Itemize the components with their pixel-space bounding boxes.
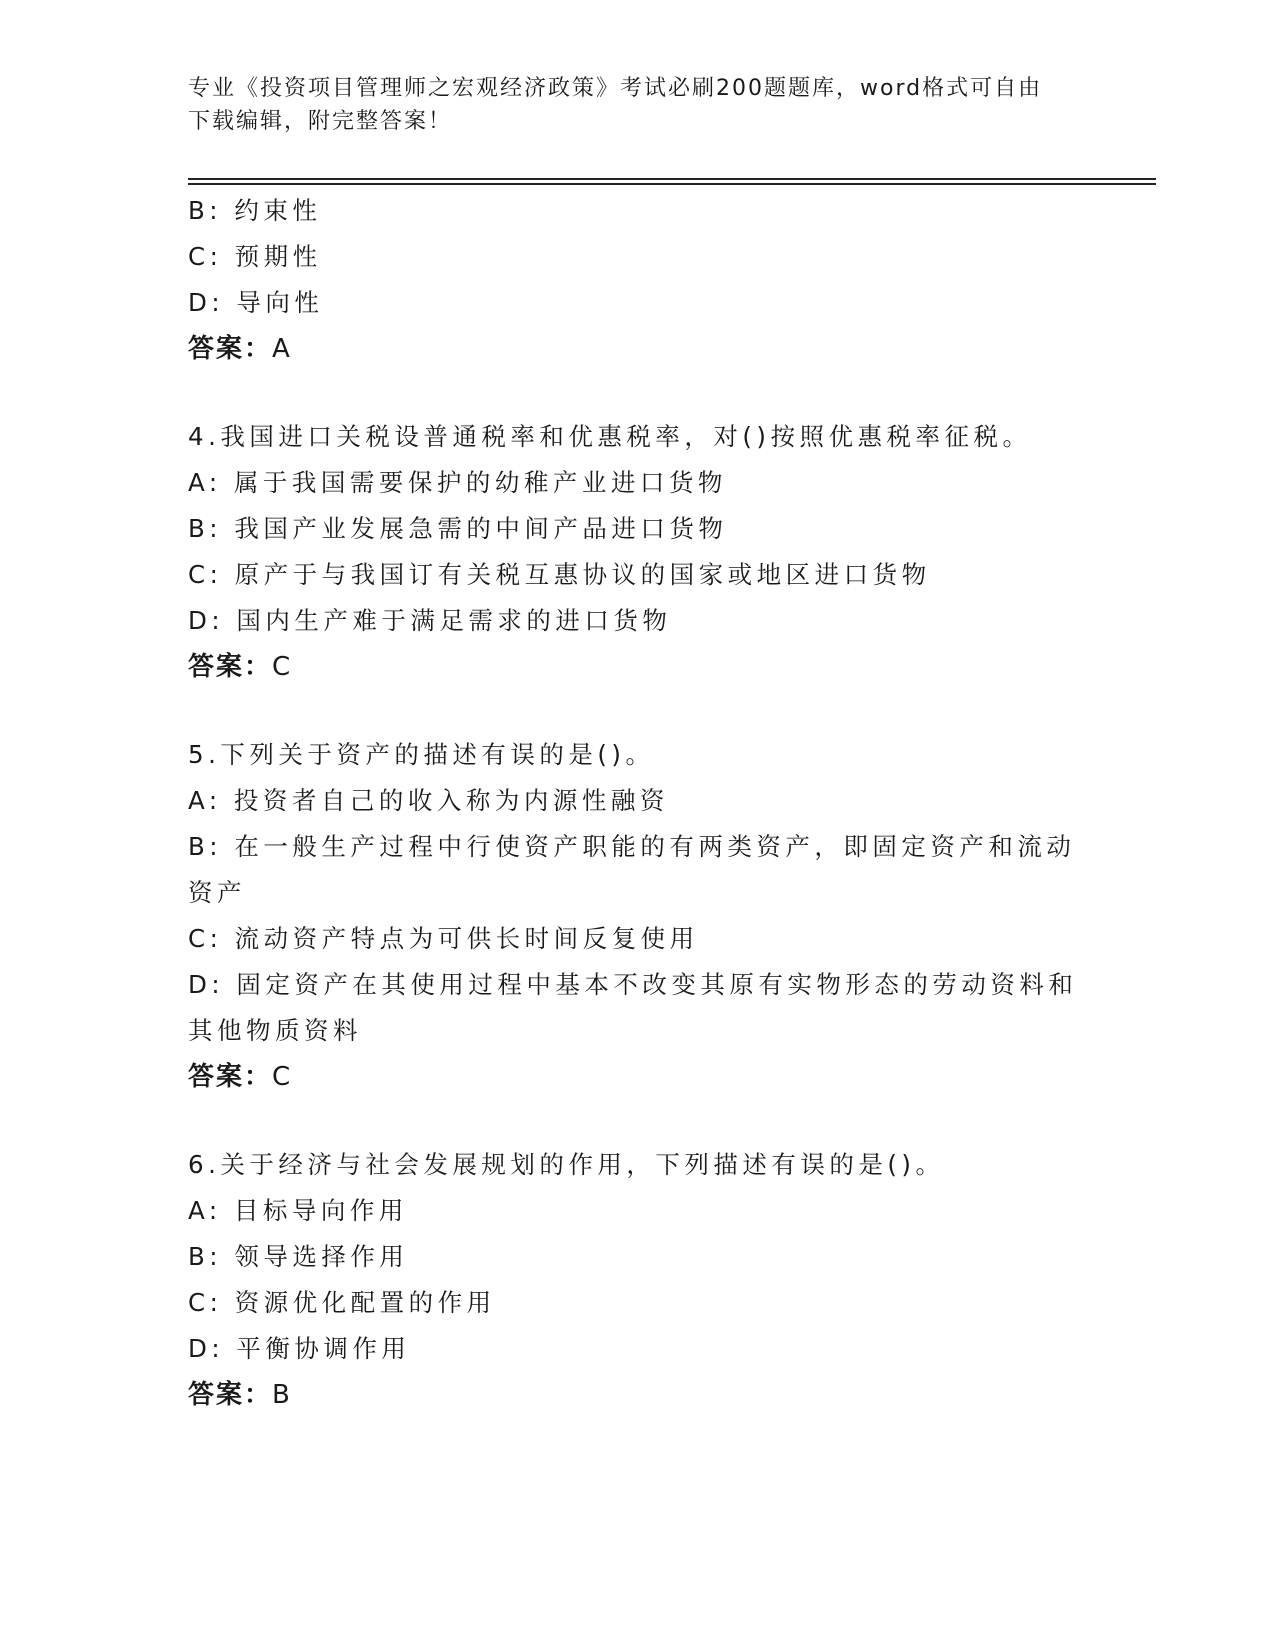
question-6 — [188, 1142, 1088, 1418]
question-stem: 5.下列关于资产的描述有误的是()。 — [188, 740, 655, 769]
header-divider-top — [188, 178, 1156, 180]
answer-label: 答案： — [188, 652, 273, 682]
option-b: B: 约束性 — [188, 196, 322, 225]
question-5 — [188, 732, 1088, 1100]
option-b: B: 领导选择作用 — [188, 1242, 409, 1271]
answer — [188, 644, 1088, 690]
option-d: D: 平衡协调作用 — [188, 1334, 411, 1363]
header-title-line-1: 专业《投资项目管理师之宏观经济政策》考试必刷200题题库，word格式可自由 — [188, 76, 1043, 101]
answer-value: B — [272, 1380, 292, 1410]
option-c: C: 资源优化配置的作用 — [188, 1288, 496, 1317]
option-d: D: 国内生产难于满足需求的进口货物 — [188, 606, 672, 635]
option-c: C: 原产于与我国订有关税互惠协议的国家或地区进口货物 — [188, 560, 931, 589]
option-b: B: 在一般生产过程中行使资产职能的有两类资产，即固定资产和流动资产 — [188, 832, 1076, 907]
answer — [188, 1054, 1088, 1100]
answer-label: 答案： — [188, 334, 273, 364]
document-header — [188, 72, 1068, 138]
option-a: A: 投资者自己的收入称为内源性融资 — [188, 786, 669, 815]
header-title-line-2: 下载编辑，附完整答案！ — [188, 109, 453, 134]
answer-label: 答案： — [188, 1380, 273, 1410]
option-c: C: 流动资产特点为可供长时间反复使用 — [188, 924, 699, 953]
question-4 — [188, 414, 1088, 690]
option-a: A: 目标导向作用 — [188, 1196, 408, 1225]
option-b: B: 我国产业发展急需的中间产品进口货物 — [188, 514, 728, 543]
answer — [188, 326, 1088, 372]
option-c: C: 预期性 — [188, 242, 322, 271]
option-d: D: 固定资产在其使用过程中基本不改变其原有实物形态的劳动资料和其他物质资料 — [188, 970, 1078, 1045]
answer — [188, 1372, 1088, 1418]
question-stem: 6.关于经济与社会发展规划的作用，下列描述有误的是()。 — [188, 1150, 945, 1179]
header-divider-bottom — [188, 183, 1156, 185]
answer-label: 答案： — [188, 1062, 273, 1092]
option-a: A: 属于我国需要保护的幼稚产业进口货物 — [188, 468, 727, 497]
option-d: D: 导向性 — [188, 288, 324, 317]
question-stem: 4.我国进口关税设普通税率和优惠税率，对()按照优惠税率征税。 — [188, 422, 1032, 451]
answer-value: A — [272, 334, 292, 364]
question-3 — [188, 188, 1088, 372]
question-list — [188, 188, 1088, 1418]
answer-value: C — [272, 1062, 293, 1092]
answer-value: C — [272, 652, 293, 682]
